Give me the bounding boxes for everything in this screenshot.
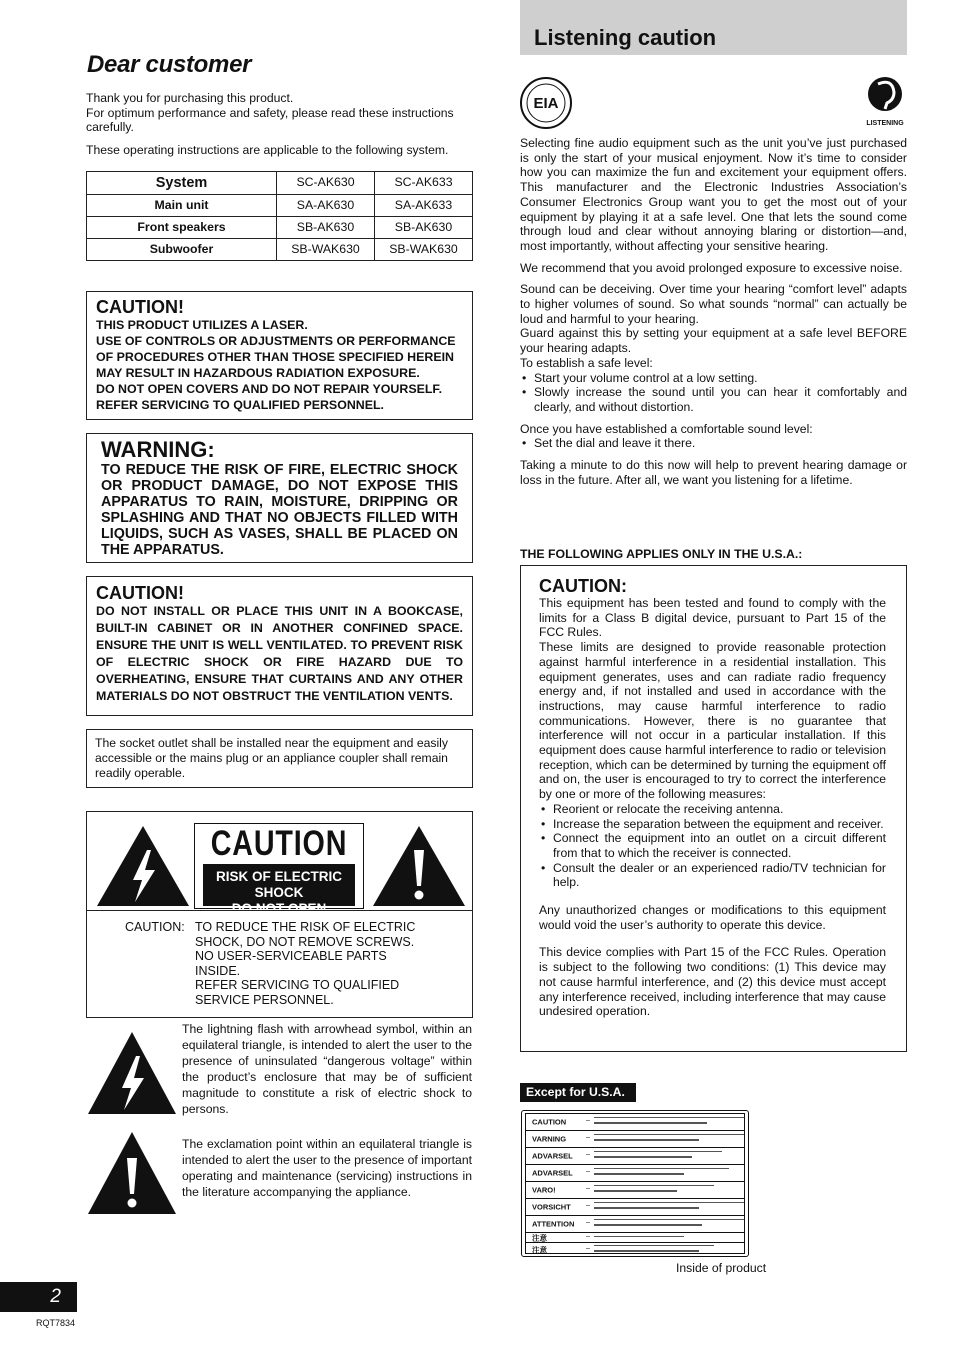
label-row: VARNING – [526, 1131, 744, 1148]
label-row-title: VARO! [532, 1185, 556, 1195]
listening-logo-text: LISTENING [866, 120, 904, 127]
paragraph: This equipment has been tested and found to comply with the limits for a Class B digital device, pursuant to Part 15 of the FCC Rules. [539, 596, 886, 640]
label-row: CAUTION – [526, 1114, 744, 1131]
fcc-caution-box [520, 565, 907, 1052]
label-line: SERVICE PERSONNEL. [195, 992, 334, 1007]
table-cell: Main unit [87, 195, 277, 217]
label-row: VORSICHT – [526, 1199, 744, 1216]
paragraph: To establish a safe level: [520, 355, 653, 370]
list-item: • Consult the dealer or an experienced radio/TV technician for help. [539, 861, 886, 890]
table-header-cell: SC-AK633 [375, 172, 473, 195]
warning-box [86, 433, 473, 563]
label-line: NO USER-SERVICEABLE PARTS [195, 949, 387, 963]
list-item: • Slowly increase the sound until you can hear it comfortably and clearly, and without distortion. [520, 385, 907, 414]
exclamation-explanation: The exclamation point within an equilateral triangle is intended to alert the user to the presence of important operating and maintenance (servicing) instructions in the literature accompanying the appliance. [182, 1137, 472, 1200]
exclamation-symbol-icon [86, 1130, 178, 1216]
table-header-cell: SC-AK630 [277, 172, 375, 195]
paragraph: Sound can be deceiving. Over time your hearing “comfort level” adapts to higher volumes of sound. So what sounds “normal” can actually be loud and harmful to your hearing. [520, 282, 907, 326]
page-number: 2 [0, 1282, 77, 1312]
listening-logo [862, 74, 908, 130]
label-line: REFER SERVICING TO QUALIFIED [195, 978, 400, 992]
table-cell: SB-WAK630 [277, 239, 375, 261]
label-row: 注意 – [526, 1233, 744, 1243]
table-cell: SB-AK630 [375, 217, 473, 239]
caution-line: OF PROCEDURES OTHER THAN THOSE SPECIFIED HEREIN [96, 350, 454, 365]
bullet-list [520, 371, 907, 415]
intro-line: Thank you for purchasing this product. [86, 91, 294, 105]
divider [87, 910, 472, 911]
ventilation-caution-box [86, 576, 473, 716]
caution-label-graphic [86, 811, 473, 1018]
caution-line: THIS PRODUCT UTILIZES A LASER. [96, 318, 308, 332]
label-row: ATTENTION – [526, 1216, 744, 1233]
paragraph: We recommend that you avoid prolonged exposure to excessive noise. [520, 260, 903, 275]
caution-line: USE OF CONTROLS OR ADJUSTMENTS OR PERFORMANCE [96, 334, 456, 349]
lightning-symbol-icon [86, 1030, 178, 1116]
table-row [87, 217, 473, 239]
paragraph: This device complies with Part 15 of the FCC Rules. Operation is subject to the following two conditions: (1) This device may not cause harmful interference, and (2) this device must accept any interference received, including interference that may cause undesired operation. [539, 945, 886, 1019]
label-row-title: ATTENTION [532, 1219, 575, 1229]
paragraph: Taking a minute to do this now will help to prevent hearing damage or loss in the future. After all, we want you listening for a lifetime. [520, 458, 907, 487]
label-row-title: ADVARSEL [532, 1151, 573, 1161]
caution-heading: CAUTION! [96, 583, 184, 603]
label-row: VARO! – [526, 1182, 744, 1199]
laser-warning-label [521, 1110, 749, 1257]
socket-note: The socket outlet shall be installed near the equipment and easily accessible or the mains plug or an appliance coupler shall remain readily operable. [95, 736, 448, 780]
eia-seal-logo [519, 76, 573, 130]
caution-heading: CAUTION! [96, 297, 184, 317]
label-line: INSIDE. [195, 963, 241, 978]
list-item: • Increase the separation between the equipment and receiver. [539, 817, 886, 832]
band-line: DO NOT OPEN [231, 901, 327, 916]
table-row [87, 195, 473, 217]
label-row-title: 注意 [532, 1232, 547, 1242]
list-item: • Connect the equipment into an outlet on a circuit different from that to which the receiver is connected. [539, 831, 886, 860]
usa-heading: THE FOLLOWING APPLIES ONLY IN THE U.S.A.: [520, 547, 803, 561]
eia-logo-text: EIA [533, 95, 559, 112]
paragraph: Guard against this by setting your equipment at a safe level BEFORE your hearing adapts. [520, 326, 907, 356]
label-caution-heading: CAUTION: [125, 920, 185, 934]
caution-line: DO NOT OPEN COVERS AND DO NOT REPAIR YOURSELF. [96, 382, 443, 397]
section-title: Listening caution [534, 25, 717, 50]
label-row: ADVARSEL – [526, 1165, 744, 1182]
table-cell: SA-AK630 [277, 195, 375, 217]
list-item: • Start your volume control at a low setting. [520, 371, 907, 386]
caution-plate [194, 823, 364, 916]
list-item: • Reorient or relocate the receiving antenna. [539, 802, 886, 817]
caution-line: MAY RESULT IN HAZARDOUS RADIATION EXPOSURE. [96, 366, 420, 381]
label-row-title: ADVARSEL [532, 1168, 573, 1178]
label-row-title: CAUTION [532, 1117, 567, 1127]
paragraph: Selecting fine audio equipment such as the unit you’ve just purchased is only the start of your musical enjoyment. Now it’s time to consider how you can maximize the fun and excitement your equipment offers. This manufacturer and the Electronic Industries Association’s Consumer Electronics Group want you to get the most out of your equipment by playing it at a safe level. One that lets the sound come through loud and clear without annoying blaring or distortion—and, most importantly, without affecting your sensitive hearing. [520, 136, 907, 253]
label-row-title: VARNING [532, 1134, 567, 1144]
label-caption: Inside of product [676, 1261, 767, 1275]
lightning-explanation: The lightning flash with arrowhead symbol, within an equilateral triangle, is intended to alert the user to the presence of uninsulated “dangerous voltage” within the product’s enclosure that may be of sufficient magnitude to constitute a risk of electric shock to persons. [182, 1022, 472, 1117]
table-cell: SB-WAK630 [375, 239, 473, 261]
fcc-heading: CAUTION: [539, 576, 627, 596]
table-cell: SA-AK633 [375, 195, 473, 217]
exclamation-warning-icon [371, 824, 467, 908]
page-title: Dear customer [87, 51, 252, 78]
document-code: RQT7834 [36, 1318, 76, 1328]
label-row: ADVARSEL – [526, 1148, 744, 1165]
label-line: SHOCK, DO NOT REMOVE SCREWS. [195, 934, 415, 949]
table-cell: Subwoofer [87, 239, 277, 261]
intro-line: For optimum performance and safety, please read these instructions carefully. [86, 105, 454, 134]
table-cell: SB-AK630 [277, 217, 375, 239]
system-table [86, 171, 473, 261]
shock-warning-band [203, 864, 355, 916]
paragraph: These limits are designed to provide reasonable protection against harmful interference in a residential installation. This equipment generates, uses and can radiate radio frequency energy and, if not installed and used in accordance with the instructions, may cause harmful interference to radio communications. However, there is no guarantee that interference will not occur in a particular installation. If this equipment does cause harmful interference to radio or television reception, which can be determined by turning the equipment off and on, the user is encouraged to try to correct the interference by one or more of the following measures: [539, 640, 886, 802]
label-row-title: VORSICHT [532, 1202, 571, 1212]
listening-body [520, 136, 907, 494]
band-line: RISK OF ELECTRIC SHOCK [215, 869, 342, 900]
lightning-warning-icon [95, 824, 191, 908]
socket-note-box [86, 729, 473, 788]
intro-line: These operating instructions are applicable to the following system. [86, 142, 449, 157]
list-item: • Set the dial and leave it there. [520, 436, 907, 451]
bullet-list [539, 802, 886, 890]
caution-line: REFER SERVICING TO QUALIFIED PERSONNEL. [96, 398, 385, 413]
warning-text: TO REDUCE THE RISK OF FIRE, ELECTRIC SHOCK OR PRODUCT DAMAGE, DO NOT EXPOSE THIS APPARATUS TO RAIN, MOISTURE, DRIPPING OR SPLASHING AND THAT NO OBJECTS FILLED WITH LIQUIDS, SUCH AS VASES, SHALL BE PLACED ON THE APPARATUS. [101, 462, 458, 559]
bullet-list [520, 436, 907, 451]
except-usa-badge: Except for U.S.A. [520, 1083, 636, 1102]
table-row [87, 239, 473, 261]
paragraph: Any unauthorized changes or modifications to this equipment would void the user’s authority to operate this device. [539, 903, 886, 932]
table-header-row [87, 172, 473, 195]
laser-caution-box [86, 291, 473, 420]
caution-text [96, 317, 463, 414]
intro-text [86, 91, 476, 157]
label-row: 注意 – [526, 1243, 744, 1256]
label-row-title: 注意 [532, 1244, 547, 1254]
label-caution-text [195, 920, 465, 1007]
table-header-cell: System [87, 172, 277, 195]
warning-heading: WARNING: [101, 437, 215, 462]
laser-label-frame [525, 1113, 745, 1254]
table-cell: Front speakers [87, 217, 277, 239]
caution-big-word: CAUTION [210, 824, 348, 863]
caution-text: DO NOT INSTALL OR PLACE THIS UNIT IN A BOOKCASE, BUILT-IN CABINET OR IN ANOTHER CONFINED SPACE. ENSURE THE UNIT IS WELL VENTILATED. TO PREVENT RISK OF ELECTRIC SHOCK OR FIRE HAZARD DUE TO OVERHEATING, ENSURE THAT CURTAINS AND ANY OTHER MATERIALS DO NOT OBSTRUCT THE VENTILATION VENTS. [96, 604, 463, 703]
paragraph: Once you have established a comfortable sound level: [520, 421, 813, 436]
label-line: TO REDUCE THE RISK OF ELECTRIC [195, 920, 416, 934]
